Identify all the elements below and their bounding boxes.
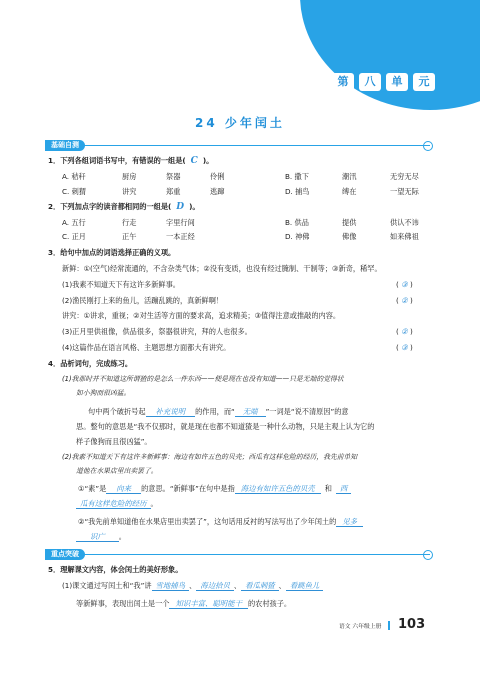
section-tag-focus: 重点突破 <box>45 549 85 560</box>
q3-answer-paren: ( ③ ) <box>396 343 413 352</box>
section-divider <box>45 145 430 155</box>
q3-definition-xinxian: 新鲜：①(空气)经常流通的，不含杂类气体；②没有变质，也没有经过腌制、干制等；③新奇，稀罕。 <box>62 264 382 273</box>
q5-answer: 海边拾贝 <box>196 581 234 591</box>
q4-answer: 无端 <box>235 407 266 417</box>
q4-answer: 见多 <box>336 517 363 527</box>
q4-answer: 西 <box>336 484 351 494</box>
q4-answer: 向来 <box>106 484 141 494</box>
q2-word: 行走 <box>122 218 137 227</box>
q1-option: B. 撒下 <box>285 172 309 181</box>
q4-passage-1-cont: 如小狗而很凶猛。 <box>76 389 131 397</box>
q3-answer: ② <box>401 296 408 305</box>
q2-answer: D <box>176 202 185 212</box>
q5-line-1: (1)课文通过写闰土和“我”讲 雪地捕鸟 、 海边拾贝 、 看瓜刺猹 、 看跳鱼儿 <box>62 581 323 590</box>
q1-option: D. 捕鸟 <box>285 187 310 196</box>
q2-word: 一本正经 <box>166 232 195 241</box>
footer-divider <box>388 621 390 630</box>
section-end-icon <box>423 550 433 560</box>
q3-sentence: (4)这篇作品在语言风格、主题思想方面都大有讲究。 <box>62 343 231 352</box>
q1-word: 潮汛 <box>342 172 357 181</box>
q2-word: 字里行间 <box>166 218 195 227</box>
q5-line-2: 等新鲜事，表现出闰土是一个 知识丰富、聪明能干 的农村孩子。 <box>76 599 292 608</box>
q2-option: B. 供品 <box>285 218 309 227</box>
q4-question-1-cont: 思。整句的意思是“我不仅那时，就是现在也都不知道猹是一种什么动物，只是主观上认为它的 <box>76 422 375 431</box>
page-number: 103 <box>398 617 426 632</box>
q2-word: 正午 <box>122 232 137 241</box>
q4-answer: 瓜有这样危险的经历 <box>76 499 151 509</box>
q4-answer: 海边有如许五色的贝壳 <box>235 484 321 494</box>
q5-stem: 5．理解课文内容，体会闰土的美好形象。 <box>48 565 183 574</box>
q4-question-1: 句中两个破折号起 补充说明 的作用，而“ 无端 ”一词是“说不清原因”的意 <box>88 407 349 416</box>
q2-word: 供认不讳 <box>390 218 419 227</box>
q2-word: 如来佛祖 <box>390 232 419 241</box>
unit-char: 八 <box>359 73 381 91</box>
q3-sentence: (3)正月里供祖像，供品很多，祭器很讲究，拜的人也很多。 <box>62 327 252 336</box>
lesson-title: 24 少年闰土 <box>195 116 285 130</box>
q3-definition-jiangjiu: 讲究：①讲求，重视；②对生活等方面的要求高，追求精美；③值得注意或推敲的内容。 <box>62 311 341 320</box>
q4-stem: 4．品析词句，完成练习。 <box>48 359 133 368</box>
q1-word: 伶俐 <box>210 172 225 181</box>
q2-word: 佛像 <box>342 232 357 241</box>
q2-stem: 2．下列加点字的读音都相同的一组是( D )。 <box>48 202 200 212</box>
q2-word: 提供 <box>342 218 357 227</box>
q4-question-1-cont: 样子像狗而且很凶猛”。 <box>76 437 152 446</box>
q4-question-2a-cont: 瓜有这样危险的经历 。 <box>76 499 158 508</box>
q2-option: A. 五行 <box>62 218 86 227</box>
q3-sentence: (1)我素不知道天下有这许多新鲜事。 <box>62 280 180 289</box>
q4-passage-2-cont: 道他在水果店里出卖罢了。 <box>76 467 158 475</box>
q4-passage-1: (1)我那时并不知道这所谓猹的是怎么一件东西——便是现在也没有知道——只是无端的觉得状 <box>62 375 344 383</box>
q1-word: 厨房 <box>122 172 137 181</box>
section-divider <box>45 554 430 564</box>
q1-stem: 1．下列各组词语书写中，有错误的一组是( C )。 <box>48 156 214 166</box>
q2-option: D. 神佛 <box>285 232 310 241</box>
q4-answer: 识广 <box>76 532 119 542</box>
q1-word: 缚在 <box>342 187 357 196</box>
header-circle-decoration <box>300 0 480 110</box>
section-tag-basic: 基础自测 <box>45 140 85 151</box>
q4-question-2a: ①“素”是 向来 的意思。“新鲜事”在句中是指 海边有如许五色的贝壳 和 西 <box>78 484 351 493</box>
q4-answer: 补充说明 <box>146 407 196 417</box>
q3-stem: 3．给句中加点的词语选择正确的义项。 <box>48 248 176 257</box>
q4-question-2b: ②“我先前单知道他在水果店里出卖罢了”，这句话用反衬的写法写出了少年闰土的 见多 <box>78 517 363 526</box>
q1-word: 一望无际 <box>390 187 419 196</box>
q1-option: C. 刺猬 <box>62 187 86 196</box>
q2-option: C. 正月 <box>62 232 86 241</box>
unit-char: 元 <box>413 73 435 91</box>
q1-word: 无穷无尽 <box>390 172 419 181</box>
q3-answer: ③ <box>401 343 408 352</box>
unit-char: 单 <box>386 73 408 91</box>
q3-answer-paren: ( ② ) <box>396 327 413 336</box>
q3-answer-paren: ( ③ ) <box>396 280 413 289</box>
q1-word: 逃蹿 <box>210 187 225 196</box>
section-end-icon <box>423 141 433 151</box>
q1-answer: C <box>190 156 198 166</box>
q3-sentence: (2)渔民刚打上来的鱼儿，活蹦乱跳的，真新鲜啊！ <box>62 296 224 305</box>
q5-answer: 看跳鱼儿 <box>286 581 324 591</box>
footer-label: 语文 六年级上册 <box>339 624 382 630</box>
q5-answer: 看瓜刺猹 <box>241 581 279 591</box>
q1-word: 讲究 <box>122 187 137 196</box>
q3-answer: ② <box>401 327 408 336</box>
unit-char: 第 <box>332 73 354 91</box>
q1-word: 郑重 <box>166 187 181 196</box>
q5-answer: 知识丰富、聪明能干 <box>169 599 248 609</box>
q1-option: A. 秸秆 <box>62 172 86 181</box>
q4-passage-2: (2)我素不知道天下有这许多新鲜事：海边有如许五色的贝壳；西瓜有这样危险的经历，我先前单知 <box>62 453 358 461</box>
q4-question-2b-cont: 识广 。 <box>76 532 126 541</box>
q1-word: 祭器 <box>166 172 181 181</box>
q3-answer: ③ <box>401 280 408 289</box>
q5-answer: 雪地捕鸟 <box>152 581 190 591</box>
unit-badge <box>330 73 450 91</box>
q3-answer-paren: ( ② ) <box>396 296 413 305</box>
